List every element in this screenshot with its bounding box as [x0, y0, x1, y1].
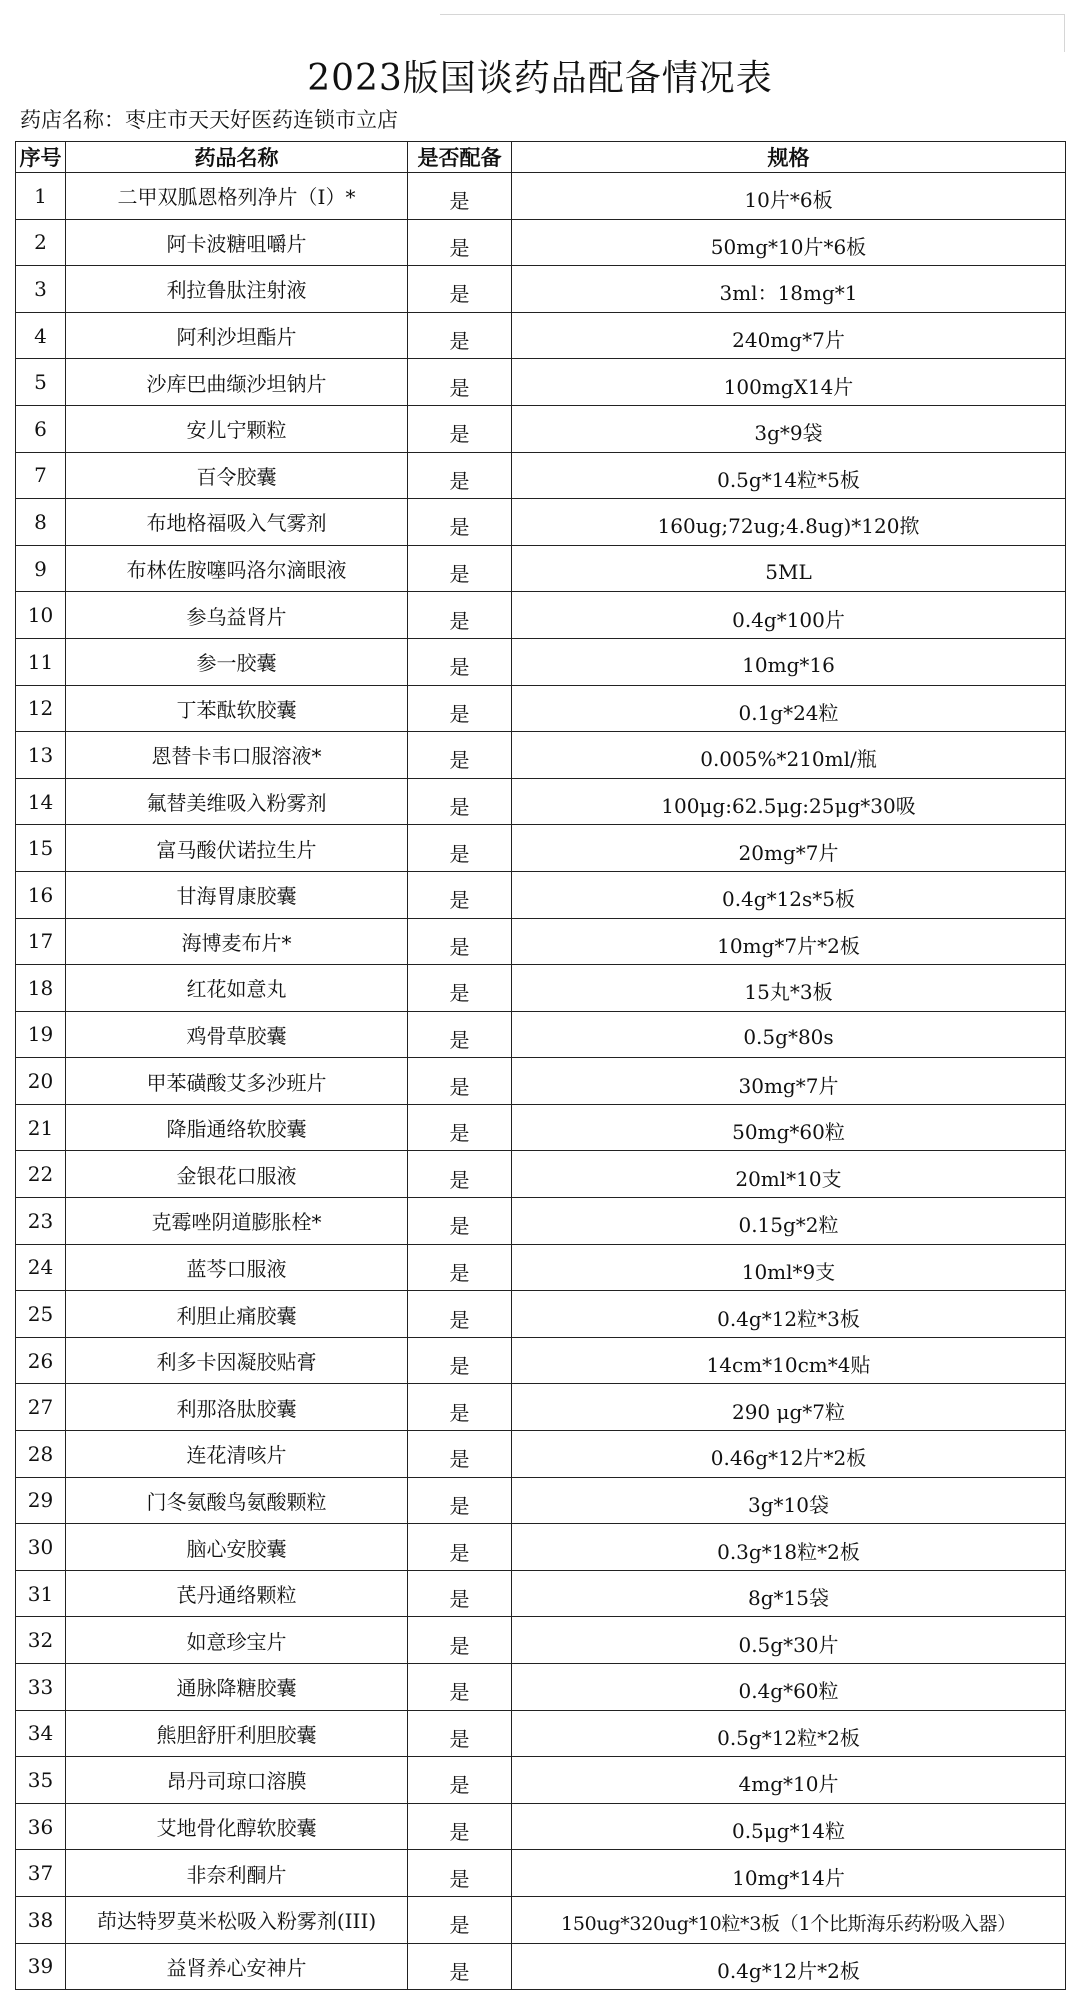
row-drug-name: 门冬氨酸鸟氨酸颗粒 — [66, 1477, 408, 1524]
row-drug-name: 鸡骨草胶囊 — [66, 1011, 408, 1058]
table-row — [16, 1151, 1066, 1198]
row-drug-name: 阿利沙坦酯片 — [66, 312, 408, 359]
drug-table — [15, 141, 1066, 1990]
row-drug-name: 参一胶囊 — [66, 638, 408, 685]
row-drug-name: 脑心安胶囊 — [66, 1524, 408, 1571]
row-stocked: 是 — [408, 1384, 512, 1431]
row-drug-name: 利多卡因凝胶贴膏 — [66, 1337, 408, 1384]
table-row — [16, 452, 1066, 499]
row-spec: 30mg*7片 — [512, 1058, 1066, 1105]
row-no: 28 — [16, 1431, 66, 1478]
row-drug-name: 百令胶囊 — [66, 452, 408, 499]
table-header-row — [16, 142, 1066, 173]
row-drug-name: 二甲双胍恩格列净片（Ⅰ）* — [66, 173, 408, 220]
row-stocked: 是 — [408, 405, 512, 452]
store-name: 药店名称：枣庄市天天好医药连锁市立店 — [20, 108, 398, 132]
table-row — [16, 1524, 1066, 1571]
row-spec: 50mg*60粒 — [512, 1104, 1066, 1151]
row-no: 13 — [16, 732, 66, 779]
row-no: 27 — [16, 1384, 66, 1431]
table-row — [16, 685, 1066, 732]
row-stocked: 是 — [408, 1710, 512, 1757]
row-spec: 160ug;72ug;4.8ug)*120揿 — [512, 499, 1066, 546]
row-drug-name: 昂丹司琼口溶膜 — [66, 1757, 408, 1804]
row-drug-name: 氟替美维吸入粉雾剂 — [66, 778, 408, 825]
row-stocked: 是 — [408, 732, 512, 779]
row-stocked: 是 — [408, 1244, 512, 1291]
row-stocked: 是 — [408, 1757, 512, 1804]
table-row — [16, 1291, 1066, 1338]
row-drug-name: 降脂通络软胶囊 — [66, 1104, 408, 1151]
row-spec: 8g*15袋 — [512, 1570, 1066, 1617]
table-row — [16, 1477, 1066, 1524]
table-body — [16, 173, 1066, 1990]
table-row — [16, 825, 1066, 872]
row-drug-name: 阿卡波糖咀嚼片 — [66, 219, 408, 266]
row-no: 14 — [16, 778, 66, 825]
table-row — [16, 965, 1066, 1012]
row-spec: 100μg:62.5μg:25μg*30吸 — [512, 778, 1066, 825]
row-drug-name: 甲苯磺酸艾多沙班片 — [66, 1058, 408, 1105]
row-no: 5 — [16, 359, 66, 406]
table-row — [16, 499, 1066, 546]
row-drug-name: 布地格福吸入气雾剂 — [66, 499, 408, 546]
row-spec: 0.4g*12s*5板 — [512, 871, 1066, 918]
row-spec: 0.5g*12粒*2板 — [512, 1710, 1066, 1757]
table-row — [16, 1803, 1066, 1850]
header-name: 药品名称 — [66, 142, 408, 173]
row-spec: 10片*6板 — [512, 173, 1066, 220]
row-no: 12 — [16, 685, 66, 732]
table-row — [16, 1757, 1066, 1804]
row-stocked: 是 — [408, 685, 512, 732]
row-stocked: 是 — [408, 592, 512, 639]
row-stocked: 是 — [408, 918, 512, 965]
row-stocked: 是 — [408, 1803, 512, 1850]
row-stocked: 是 — [408, 545, 512, 592]
row-stocked: 是 — [408, 638, 512, 685]
row-drug-name: 丁苯酞软胶囊 — [66, 685, 408, 732]
row-stocked: 是 — [408, 452, 512, 499]
row-drug-name: 红花如意丸 — [66, 965, 408, 1012]
header-no: 序号 — [16, 142, 66, 173]
row-no: 39 — [16, 1943, 66, 1990]
row-no: 38 — [16, 1896, 66, 1943]
row-drug-name: 通脉降糖胶囊 — [66, 1664, 408, 1711]
row-no: 22 — [16, 1151, 66, 1198]
row-drug-name: 茚达特罗莫米松吸入粉雾剂(III) — [66, 1896, 408, 1943]
table-row — [16, 1384, 1066, 1431]
row-stocked: 是 — [408, 778, 512, 825]
row-drug-name: 甘海胃康胶囊 — [66, 871, 408, 918]
row-spec: 0.5g*80s — [512, 1011, 1066, 1058]
table-row — [16, 732, 1066, 779]
table-row — [16, 638, 1066, 685]
table-row — [16, 1896, 1066, 1943]
row-spec: 20ml*10支 — [512, 1151, 1066, 1198]
row-no: 7 — [16, 452, 66, 499]
row-stocked: 是 — [408, 1011, 512, 1058]
row-spec: 0.1g*24粒 — [512, 685, 1066, 732]
row-no: 21 — [16, 1104, 66, 1151]
row-no: 20 — [16, 1058, 66, 1105]
row-stocked: 是 — [408, 359, 512, 406]
row-spec: 0.4g*60粒 — [512, 1664, 1066, 1711]
table-row — [16, 1943, 1066, 1990]
row-spec: 0.5g*14粒*5板 — [512, 452, 1066, 499]
row-spec: 0.4g*100片 — [512, 592, 1066, 639]
row-no: 25 — [16, 1291, 66, 1338]
row-no: 24 — [16, 1244, 66, 1291]
table-row — [16, 778, 1066, 825]
row-drug-name: 非奈利酮片 — [66, 1850, 408, 1897]
row-no: 23 — [16, 1198, 66, 1245]
row-stocked: 是 — [408, 871, 512, 918]
row-no: 31 — [16, 1570, 66, 1617]
row-stocked: 是 — [408, 1850, 512, 1897]
row-stocked: 是 — [408, 219, 512, 266]
table-row — [16, 266, 1066, 313]
row-no: 3 — [16, 266, 66, 313]
row-spec: 5ML — [512, 545, 1066, 592]
row-spec: 14cm*10cm*4贴 — [512, 1337, 1066, 1384]
row-stocked: 是 — [408, 1664, 512, 1711]
row-drug-name: 利那洛肽胶囊 — [66, 1384, 408, 1431]
row-stocked: 是 — [408, 1943, 512, 1990]
row-no: 2 — [16, 219, 66, 266]
row-spec: 0.46g*12片*2板 — [512, 1431, 1066, 1478]
row-drug-name: 参乌益肾片 — [66, 592, 408, 639]
row-stocked: 是 — [408, 965, 512, 1012]
row-spec: 100mgX14片 — [512, 359, 1066, 406]
row-spec: 0.15g*2粒 — [512, 1198, 1066, 1245]
row-drug-name: 沙库巴曲缬沙坦钠片 — [66, 359, 408, 406]
row-no: 37 — [16, 1850, 66, 1897]
table-row — [16, 1337, 1066, 1384]
table-row — [16, 1850, 1066, 1897]
row-drug-name: 芪丹通络颗粒 — [66, 1570, 408, 1617]
row-drug-name: 益肾养心安神片 — [66, 1943, 408, 1990]
table-row — [16, 219, 1066, 266]
row-stocked: 是 — [408, 1104, 512, 1151]
row-stocked: 是 — [408, 266, 512, 313]
page-title: 2023版国谈药品配备情况表 — [307, 58, 773, 99]
row-stocked: 是 — [408, 1524, 512, 1571]
row-stocked: 是 — [408, 1337, 512, 1384]
row-drug-name: 熊胆舒肝利胆胶囊 — [66, 1710, 408, 1757]
row-no: 30 — [16, 1524, 66, 1571]
row-no: 6 — [16, 405, 66, 452]
row-spec: 3g*10袋 — [512, 1477, 1066, 1524]
row-stocked: 是 — [408, 173, 512, 220]
row-spec: 4mg*10片 — [512, 1757, 1066, 1804]
row-spec: 50mg*10片*6板 — [512, 219, 1066, 266]
table-row — [16, 173, 1066, 220]
row-drug-name: 如意珍宝片 — [66, 1617, 408, 1664]
row-no: 18 — [16, 965, 66, 1012]
table-row — [16, 312, 1066, 359]
row-drug-name: 恩替卡韦口服溶液* — [66, 732, 408, 779]
row-no: 19 — [16, 1011, 66, 1058]
table-row — [16, 1244, 1066, 1291]
row-drug-name: 艾地骨化醇软胶囊 — [66, 1803, 408, 1850]
row-no: 34 — [16, 1710, 66, 1757]
row-no: 26 — [16, 1337, 66, 1384]
row-stocked: 是 — [408, 1198, 512, 1245]
row-no: 11 — [16, 638, 66, 685]
row-stocked: 是 — [408, 825, 512, 872]
row-drug-name: 利拉鲁肽注射液 — [66, 266, 408, 313]
header-stocked: 是否配备 — [408, 142, 512, 173]
row-drug-name: 海博麦布片* — [66, 918, 408, 965]
row-spec: 10mg*16 — [512, 638, 1066, 685]
row-stocked: 是 — [408, 1291, 512, 1338]
row-no: 10 — [16, 592, 66, 639]
row-spec: 240mg*7片 — [512, 312, 1066, 359]
row-drug-name: 金银花口服液 — [66, 1151, 408, 1198]
table-row — [16, 1664, 1066, 1711]
page-border-top — [440, 14, 1065, 15]
table-row — [16, 1617, 1066, 1664]
row-no: 35 — [16, 1757, 66, 1804]
table-row — [16, 918, 1066, 965]
row-drug-name: 布林佐胺噻吗洛尔滴眼液 — [66, 545, 408, 592]
table-row — [16, 1570, 1066, 1617]
row-drug-name: 蓝芩口服液 — [66, 1244, 408, 1291]
row-stocked: 是 — [408, 1896, 512, 1943]
row-drug-name: 安儿宁颗粒 — [66, 405, 408, 452]
row-drug-name: 连花清咳片 — [66, 1431, 408, 1478]
row-spec: 3ml：18mg*1 — [512, 266, 1066, 313]
table-row — [16, 871, 1066, 918]
row-spec: 0.5μg*14粒 — [512, 1803, 1066, 1850]
row-no: 9 — [16, 545, 66, 592]
row-drug-name: 克霉唑阴道膨胀栓* — [66, 1198, 408, 1245]
row-stocked: 是 — [408, 499, 512, 546]
row-spec: 150ug*320ug*10粒*3板（1个比斯海乐药粉吸入器） — [512, 1896, 1066, 1943]
row-spec: 15丸*3板 — [512, 965, 1066, 1012]
row-spec: 290 μg*7粒 — [512, 1384, 1066, 1431]
row-spec: 3g*9袋 — [512, 405, 1066, 452]
table-row — [16, 359, 1066, 406]
row-spec: 0.3g*18粒*2板 — [512, 1524, 1066, 1571]
row-spec: 0.5g*30片 — [512, 1617, 1066, 1664]
row-no: 8 — [16, 499, 66, 546]
table-row — [16, 1710, 1066, 1757]
row-stocked: 是 — [408, 1617, 512, 1664]
row-stocked: 是 — [408, 1151, 512, 1198]
table-row — [16, 1104, 1066, 1151]
row-spec: 10mg*7片*2板 — [512, 918, 1066, 965]
row-spec: 0.4g*12片*2板 — [512, 1943, 1066, 1990]
row-no: 33 — [16, 1664, 66, 1711]
table-row — [16, 1058, 1066, 1105]
row-no: 32 — [16, 1617, 66, 1664]
row-stocked: 是 — [408, 312, 512, 359]
row-spec: 20mg*7片 — [512, 825, 1066, 872]
row-stocked: 是 — [408, 1058, 512, 1105]
row-stocked: 是 — [408, 1570, 512, 1617]
table-row — [16, 1011, 1066, 1058]
row-spec: 0.4g*12粒*3板 — [512, 1291, 1066, 1338]
table-row — [16, 1431, 1066, 1478]
row-no: 16 — [16, 871, 66, 918]
row-drug-name: 利胆止痛胶囊 — [66, 1291, 408, 1338]
row-stocked: 是 — [408, 1431, 512, 1478]
row-stocked: 是 — [408, 1477, 512, 1524]
page-border-right — [1064, 14, 1065, 52]
row-drug-name: 富马酸伏诺拉生片 — [66, 825, 408, 872]
row-no: 1 — [16, 173, 66, 220]
header-spec: 规格 — [512, 142, 1066, 173]
row-no: 4 — [16, 312, 66, 359]
row-no: 15 — [16, 825, 66, 872]
row-spec: 10ml*9支 — [512, 1244, 1066, 1291]
row-no: 17 — [16, 918, 66, 965]
table-row — [16, 405, 1066, 452]
table-row — [16, 592, 1066, 639]
table-row — [16, 1198, 1066, 1245]
row-spec: 0.005%*210ml/瓶 — [512, 732, 1066, 779]
row-spec: 10mg*14片 — [512, 1850, 1066, 1897]
table-row — [16, 545, 1066, 592]
row-no: 36 — [16, 1803, 66, 1850]
row-no: 29 — [16, 1477, 66, 1524]
